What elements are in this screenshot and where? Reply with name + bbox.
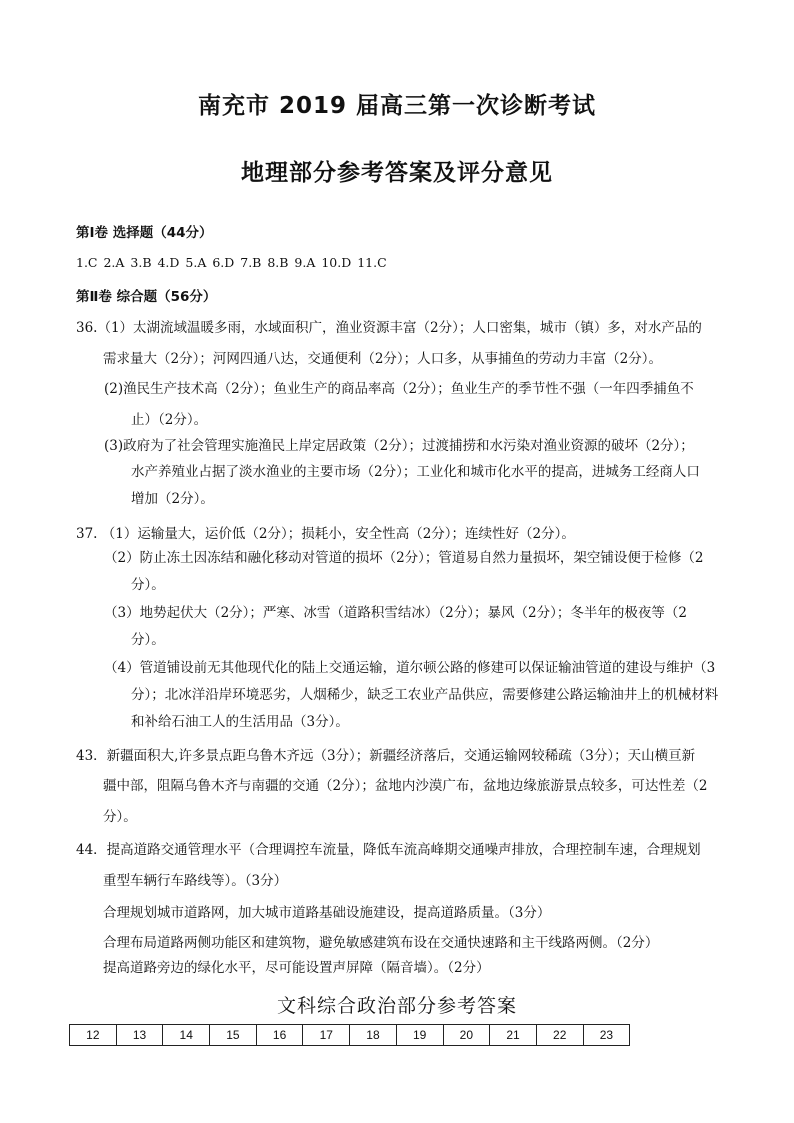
answer-line: 需求量大（2分）；河网四通八达，交通便利（2分）；人口多，从事捕鱼的劳动力丰富（2分）。: [103, 351, 663, 367]
answer-line: （4）管道铺设前无其他现代化的陆上交通运输，道尔顿公路的修建可以保证输油管道的建设与维护（3: [104, 660, 716, 676]
table-header-cell: 15: [210, 1025, 257, 1046]
answer-line: (2)渔民生产技术高（2分）；鱼业生产的商品率高（2分）；鱼业生产的季节性不强（一年四季捕鱼不: [104, 381, 694, 397]
table-header-cell: 22: [536, 1025, 583, 1046]
answer-line: 44．提高道路交通管理水平（合理调控车流量，降低车流高峰期交通噪声排放，合理控制车速，合理规划: [76, 842, 701, 858]
answer-line: 合理规划城市道路网，加大城市道路基础设施建设，提高道路质量。（3分）: [103, 905, 551, 921]
part2-heading: 第Ⅱ卷 综合题（56分）: [76, 289, 217, 305]
page-subtitle: 地理部分参考答案及评分意见: [241, 160, 553, 186]
answer-line: 重型车辆行车路线等）。（3分）: [103, 873, 288, 889]
answer-line: 分）；北冰洋沿岸环境恶劣，人烟稀少，缺乏工农业产品供应，需要修建公路运输油井上的机械材料: [131, 687, 719, 703]
answer-line: （3）地势起伏大（2分）；严寒、冰雪（道路积雪结冰）（2分）；暴风（2分）；冬半年的极夜等（2: [104, 605, 687, 621]
table-header-cell: 18: [350, 1025, 397, 1046]
answer-line: （2）防止冻土因冻结和融化移动对管道的损坏（2分）；管道易自然力量损坏，架空铺设便于检修（2: [104, 550, 704, 566]
table-header-cell: 17: [303, 1025, 350, 1046]
politics-answer-table: [69, 1024, 630, 1046]
table-header-cell: 16: [256, 1025, 303, 1046]
table-header-cell: 20: [443, 1025, 490, 1046]
answer-line: 合理布局道路两侧功能区和建筑物，避免敏感建筑布设在交通快速路和主干线路两侧。（2分）: [103, 935, 659, 951]
choice-answers: 1.C 2.A 3.B 4.D 5.A 6.D 7.B 8.B 9.A 10.D 11.C: [76, 255, 387, 270]
answer-line: 36.（1）太湖流域温暖多雨，水域面积广，渔业资源丰富（2分）；人口密集，城市（镇）多，对水产品的: [76, 320, 702, 336]
table-row: [70, 1025, 630, 1046]
table-header-cell: 13: [116, 1025, 163, 1046]
answer-line: (3)政府为了社会管理实施渔民上岸定居政策（2分）；过渡捕捞和水污染对渔业资源的破坏（2分）；: [104, 438, 694, 454]
answer-line: 分）。: [131, 577, 165, 593]
answer-line: 分）。: [103, 809, 137, 825]
answer-line: 增加（2分）。: [131, 491, 214, 507]
answer-line: 37. （1）运输量大，运价低（2分）；损耗小，安全性高（2分）；连续性好（2分）。: [76, 526, 575, 542]
table-header-cell: 23: [583, 1025, 630, 1046]
page-title: 南充市 2019 届高三第一次诊断考试: [197, 93, 597, 119]
table-header-cell: 14: [163, 1025, 210, 1046]
answer-line: 分）。: [131, 632, 165, 648]
answer-line: 提高道路旁边的绿化水平，尽可能设置声屏障（隔音墙）。（2分）: [103, 960, 490, 976]
answer-line: 疆中部，阻隔乌鲁木齐与南疆的交通（2分）；盆地内沙漠广布，盆地边缘旅游景点较多，可达性差（2: [103, 778, 708, 794]
table-header-cell: 12: [70, 1025, 117, 1046]
answer-line: 43．新疆面积大,许多景点距乌鲁木齐远（3分）；新疆经济落后，交通运输网较稀疏（3分）；天山横亘新: [76, 748, 696, 764]
answer-line: 止）（2分）。: [131, 412, 208, 428]
part1-heading: 第Ⅰ卷 选择题（44分）: [76, 225, 213, 241]
table-header-cell: 19: [396, 1025, 443, 1046]
table-header-cell: 21: [490, 1025, 537, 1046]
answer-line: 水产养殖业占据了淡水渔业的主要市场（2分）；工业化和城市化水平的提高，进城务工经商人口: [131, 464, 700, 480]
politics-title: 文科综合政治部分参考答案: [276, 995, 517, 1017]
answer-line: 和补给石油工人的生活用品（3分）。: [131, 714, 349, 730]
